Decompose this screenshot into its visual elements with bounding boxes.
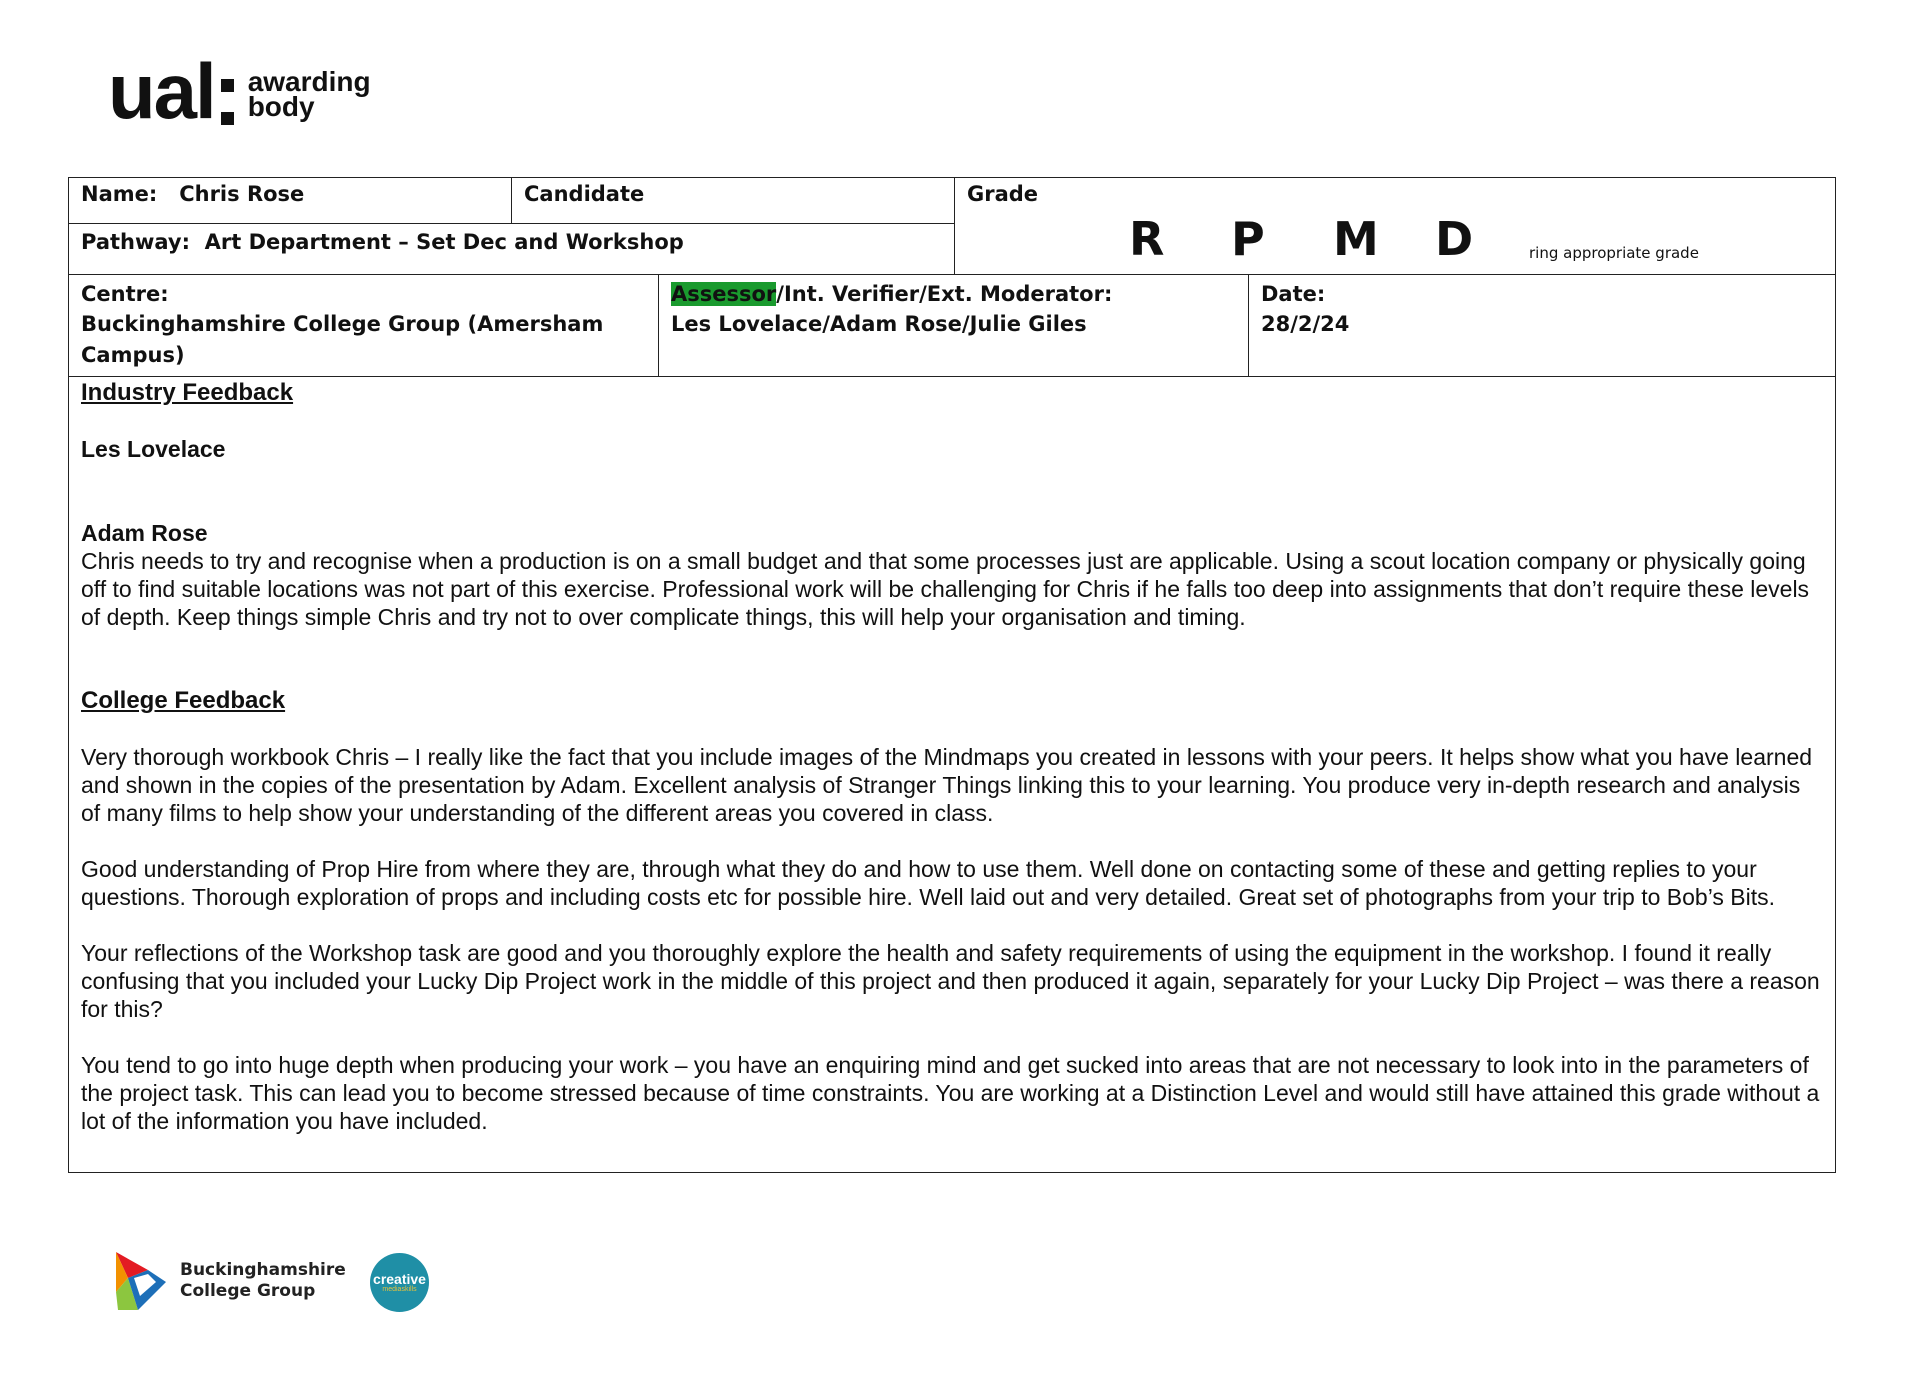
- grade-note: ring appropriate grade: [1529, 244, 1699, 262]
- centre-row: [69, 275, 1835, 376]
- buckinghamshire-college-group-logo: [108, 1248, 346, 1314]
- pathway-cell: [69, 224, 954, 274]
- bcg-text: [180, 1260, 346, 1302]
- pathway-value: Art Department – Set Dec and Workshop: [204, 230, 684, 254]
- name-label: Name:: [81, 182, 158, 206]
- feedback-form: [68, 177, 1836, 1173]
- name-cell: [69, 178, 512, 223]
- ual-logo-body: body: [247, 91, 315, 122]
- grade-option-p[interactable]: P: [1231, 212, 1265, 266]
- industry-feedback-heading: Industry Feedback: [81, 379, 294, 406]
- centre-label: Centre:: [81, 282, 169, 306]
- ual-logo-subtitle: [247, 65, 371, 122]
- bcg-line2: College Group: [180, 1281, 316, 1301]
- pathway-label: Pathway:: [81, 230, 190, 254]
- assessor-cell: [659, 275, 1249, 376]
- name-value: Chris Rose: [179, 182, 305, 206]
- grade-option-d[interactable]: D: [1435, 212, 1474, 266]
- grade-options: [1129, 212, 1537, 266]
- ual-logo-awarding: awarding: [247, 65, 371, 97]
- form-left-column: [69, 178, 955, 274]
- assessor-label: [671, 279, 1236, 309]
- candidate-label: Candidate: [524, 182, 645, 206]
- creative-logo-word: creative: [373, 1270, 426, 1287]
- bcg-mark-icon: [108, 1248, 170, 1314]
- ual-awarding-body-logo: [108, 47, 371, 135]
- assessor-label-rest: /Int. Verifier/Ext. Moderator:: [776, 282, 1113, 306]
- date-cell: [1249, 275, 1835, 376]
- date-value: 28/2/24: [1261, 312, 1350, 337]
- grade-option-m[interactable]: M: [1333, 212, 1379, 266]
- college-feedback-paragraph-3: Your reflections of the Workshop task are good and you thoroughly explore the health and safety requirements of using the equipment in the workshop. I found it really confusing that you included your Lucky Dip Project work in the middle of this project and then produced it again, separately for your Lucky Dip Project – was there a reason for this?: [81, 940, 1820, 1022]
- assessor-value: Les Lovelace/Adam Rose/Julie Giles: [671, 312, 1087, 337]
- college-feedback-paragraph-2: Good understanding of Prop Hire from where they are, through what they do and how to use them. Well done on contacting some of these and getting replies to your questions. Thorough exploration of props and including costs etc for possible hire. Well laid out and very detailed. Great set of photographs from your trip to Bob’s Bits.: [81, 856, 1776, 910]
- date-label: Date:: [1261, 282, 1326, 306]
- creative-logo-sub: mediaskills: [382, 1285, 417, 1293]
- industry-person-les: Les Lovelace: [81, 436, 226, 462]
- college-feedback-heading: College Feedback: [81, 687, 286, 714]
- assessor-highlight: Assessor: [671, 282, 777, 306]
- industry-feedback-text: Chris needs to try and recognise when a production is on a small budget and that some processes just are applicable. Using a scout location company or physically going off to find suitable locations was not part of this exercise. Professional work will be challenging for Chris if he falls too deep into assignments that don’t require these levels of depth. Keep things simple Chris and try not to over complicate things, this will help your organisation and timing.: [81, 548, 1810, 630]
- industry-person-adam: Adam Rose: [81, 520, 208, 546]
- college-feedback-paragraph-1: Very thorough workbook Chris – I really like the fact that you include images of the Mindmaps you created in lessons with your peers. It helps show what you have learned and shown in the copies of the presentation by Adam. Excellent analysis of Stranger Things linking this to your learning. You produce very in-depth research and analysis of many films to help show your understanding of the different areas you covered in class.: [81, 744, 1813, 826]
- candidate-cell: [512, 178, 954, 223]
- grade-option-r[interactable]: R: [1129, 212, 1165, 266]
- college-feedback-paragraph-4: You tend to go into huge depth when producing your work – you have an enquiring mind and get sucked into areas that are not necessary to look into in the parameters of the project task. This can lead you to become stressed because of time constraints. You are working at a Distinction Level and would still have attained this grade without a lot of the information you have included.: [81, 1052, 1820, 1134]
- centre-value: Buckinghamshire College Group (Amersham Campus): [81, 312, 604, 367]
- centre-cell: [69, 275, 659, 376]
- creative-mediaskills-logo: [370, 1253, 429, 1312]
- ual-logo-colon: [221, 79, 234, 125]
- ual-logo-word: ual: [108, 47, 215, 135]
- feedback-section: [69, 376, 1835, 1172]
- form-top-block: [69, 178, 1835, 275]
- bcg-line1: Buckinghamshire: [180, 1260, 346, 1280]
- grade-cell: [955, 178, 1835, 274]
- grade-label: Grade: [967, 182, 1039, 206]
- name-row: [69, 178, 954, 224]
